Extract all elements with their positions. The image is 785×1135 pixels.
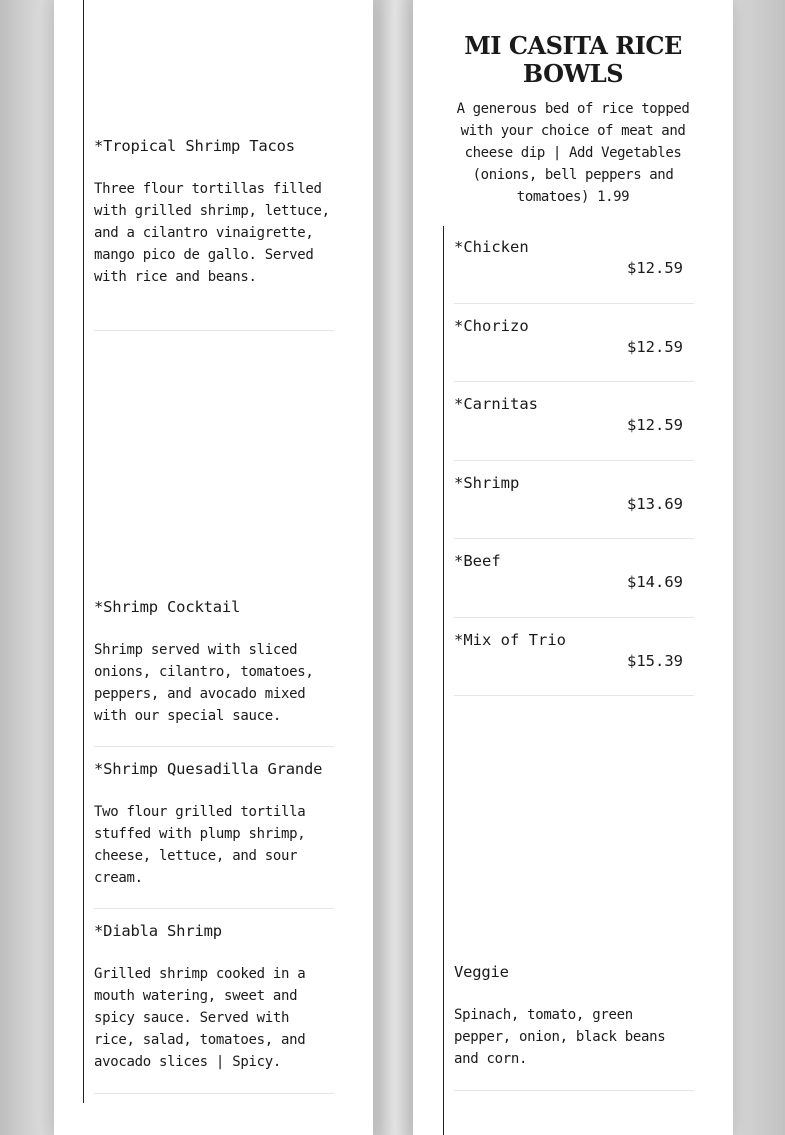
item-divider	[454, 303, 694, 304]
rice-bowls-panel	[413, 0, 733, 1135]
bowl-item-mix-of-trio	[454, 630, 694, 670]
bowl-price: $14.69	[627, 573, 683, 591]
menu-item-name: *Shrimp Cocktail	[94, 598, 241, 616]
item-divider	[94, 908, 334, 909]
left-divider-line	[83, 0, 84, 1103]
bowl-name: *Mix of Trio	[454, 631, 566, 649]
menu-item-diabla-shrimp	[94, 921, 334, 1073]
menu-item-name: Veggie	[454, 963, 509, 981]
bowl-name: *Carnitas	[454, 395, 538, 413]
item-divider	[454, 1090, 694, 1091]
menu-item-name: *Tropical Shrimp Tacos	[94, 137, 295, 155]
item-divider	[454, 617, 694, 618]
bowl-name: *Shrimp	[454, 474, 520, 492]
bowl-name: *Chorizo	[454, 317, 529, 335]
bowl-price: $13.69	[627, 495, 683, 513]
bowl-item-chicken	[454, 237, 694, 277]
section-description: A generous bed of rice topped with your choice of meat and cheese dip | Add Vegetables (onions, bell peppers and tomatoes) 1.99	[456, 101, 690, 205]
item-divider	[454, 381, 694, 382]
bowl-item-shrimp	[454, 473, 694, 513]
menu-item-name: *Diabla Shrimp	[94, 922, 222, 940]
menu-item-description: Grilled shrimp cooked in a mouth watering, sweet and spicy sauce. Served with rice, salad, tomatoes, and avocado slices | Spicy.	[94, 966, 306, 1070]
bowl-price: $15.39	[627, 652, 683, 670]
bowl-name: *Chicken	[454, 238, 529, 256]
menu-item-description: Shrimp served with sliced onions, cilantro, tomatoes, peppers, and avocado mixed with our special sauce.	[94, 642, 314, 724]
left-menu-panel	[54, 0, 373, 1135]
right-divider-line	[443, 226, 444, 1135]
bowl-name: *Beef	[454, 552, 501, 570]
menu-item-name: *Shrimp Quesadilla Grande	[94, 760, 323, 778]
bowl-item-carnitas	[454, 394, 694, 434]
section-title: MI CASITA RICE BOWLS	[464, 31, 682, 88]
item-divider	[454, 538, 694, 539]
bowl-item-chorizo	[454, 316, 694, 356]
item-divider	[454, 695, 694, 696]
menu-item-veggie	[454, 962, 694, 1070]
menu-item-tropical-shrimp-tacos	[94, 136, 334, 288]
menu-item-shrimp-cocktail	[94, 597, 334, 727]
menu-item-description: Three flour tortillas filled with grilled shrimp, lettuce, and a cilantro vinaigrette, mango pico de gallo. Served with rice and beans.	[94, 181, 330, 285]
bowl-price: $12.59	[627, 338, 683, 356]
item-divider	[94, 330, 334, 331]
item-divider	[94, 1093, 334, 1094]
menu-item-shrimp-quesadilla-grande	[94, 759, 334, 889]
menu-item-description: Two flour grilled tortilla stuffed with plump shrimp, cheese, lettuce, and sour cream.	[94, 804, 306, 886]
bowl-price: $12.59	[627, 416, 683, 434]
bowl-item-beef	[454, 551, 694, 591]
item-divider	[454, 460, 694, 461]
item-divider	[94, 746, 334, 747]
bowl-price: $12.59	[627, 259, 683, 277]
menu-item-description: Spinach, tomato, green pepper, onion, black beans and corn.	[454, 1007, 666, 1067]
